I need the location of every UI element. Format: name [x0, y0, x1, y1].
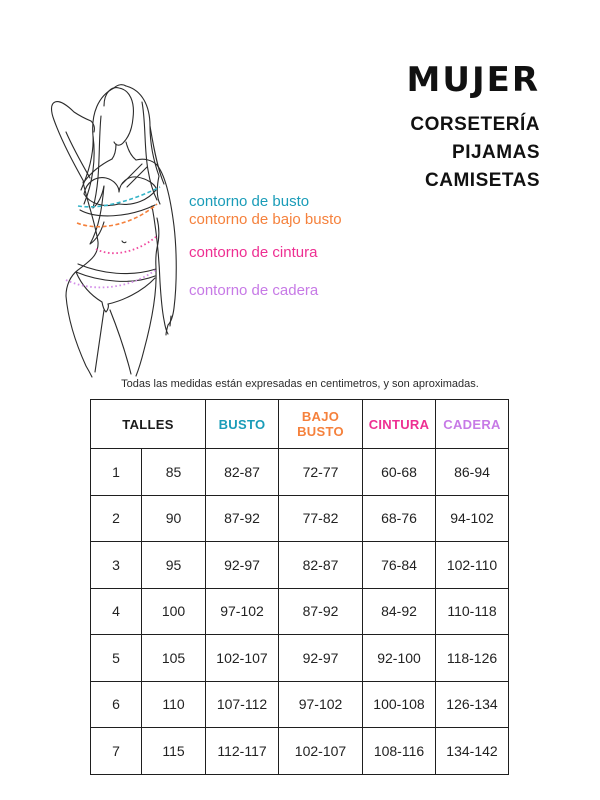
figure-outline [52, 85, 177, 377]
measurements-note: Todas las medidas están expresadas en centimetros, y son aproximadas. [121, 378, 479, 390]
cell-bajo-busto: 77-82 [279, 495, 363, 542]
cell-busto: 102-107 [206, 635, 279, 682]
cell-cintura: 68-76 [363, 495, 436, 542]
cell-talle-cm: 90 [142, 495, 206, 542]
cell-bajo-busto: 82-87 [279, 542, 363, 589]
table-row [91, 681, 509, 728]
label-contorno-cintura: contorno de cintura [189, 244, 318, 261]
cell-busto: 112-117 [206, 728, 279, 775]
cell-cintura: 60-68 [363, 449, 436, 496]
size-table-header [91, 400, 509, 449]
cell-talle-cm: 95 [142, 542, 206, 589]
cell-cadera: 134-142 [436, 728, 509, 775]
brand-block [407, 62, 541, 195]
table-row [91, 635, 509, 682]
cell-busto: 92-97 [206, 542, 279, 589]
cell-talle-cm: 85 [142, 449, 206, 496]
size-table [90, 399, 509, 775]
category-pijamas: PIJAMAS [452, 142, 540, 163]
page-title: MUJER [406, 60, 540, 100]
category-list [407, 111, 541, 195]
cell-busto: 107-112 [206, 681, 279, 728]
header-row [91, 400, 509, 449]
header-cadera: CADERA [436, 400, 509, 449]
cell-talle: 7 [91, 728, 142, 775]
header-bajo-busto: BAJO BUSTO [279, 400, 363, 449]
cell-bajo-busto: 87-92 [279, 588, 363, 635]
cell-talle-cm: 115 [142, 728, 206, 775]
cell-cadera: 86-94 [436, 449, 509, 496]
table-row [91, 542, 509, 589]
cell-cadera: 94-102 [436, 495, 509, 542]
header-busto: BUSTO [206, 400, 279, 449]
cell-bajo-busto: 92-97 [279, 635, 363, 682]
cell-busto: 97-102 [206, 588, 279, 635]
size-table-body [91, 449, 509, 775]
cell-bajo-busto: 72-77 [279, 449, 363, 496]
category-corseteria: CORSETERÍA [410, 114, 540, 135]
label-contorno-cadera: contorno de cadera [189, 282, 319, 299]
cell-cintura: 92-100 [363, 635, 436, 682]
cell-cadera: 118-126 [436, 635, 509, 682]
table-row [91, 588, 509, 635]
cell-talle: 3 [91, 542, 142, 589]
cell-talle: 5 [91, 635, 142, 682]
cell-cintura: 76-84 [363, 542, 436, 589]
cell-cintura: 108-116 [363, 728, 436, 775]
cell-talle: 1 [91, 449, 142, 496]
cell-cintura: 84-92 [363, 588, 436, 635]
cell-cadera: 102-110 [436, 542, 509, 589]
cell-bajo-busto: 97-102 [279, 681, 363, 728]
table-row [91, 495, 509, 542]
table-row [91, 728, 509, 775]
cell-bajo-busto: 102-107 [279, 728, 363, 775]
header-talles: TALLES [91, 400, 206, 449]
cell-talle: 4 [91, 588, 142, 635]
cell-talle-cm: 105 [142, 635, 206, 682]
cell-talle-cm: 100 [142, 588, 206, 635]
header-cintura: CINTURA [363, 400, 436, 449]
cell-talle: 2 [91, 495, 142, 542]
cell-cadera: 126-134 [436, 681, 509, 728]
waist-measure-line [96, 236, 157, 253]
category-camisetas: CAMISETAS [425, 170, 540, 191]
cell-talle-cm: 110 [142, 681, 206, 728]
cell-cadera: 110-118 [436, 588, 509, 635]
table-row [91, 449, 509, 496]
label-contorno-busto: contorno de busto [189, 193, 310, 210]
cell-busto: 87-92 [206, 495, 279, 542]
cell-busto: 82-87 [206, 449, 279, 496]
cell-cintura: 100-108 [363, 681, 436, 728]
cell-talle: 6 [91, 681, 142, 728]
label-contorno-bajo-busto: contorno de bajo busto [189, 211, 342, 228]
